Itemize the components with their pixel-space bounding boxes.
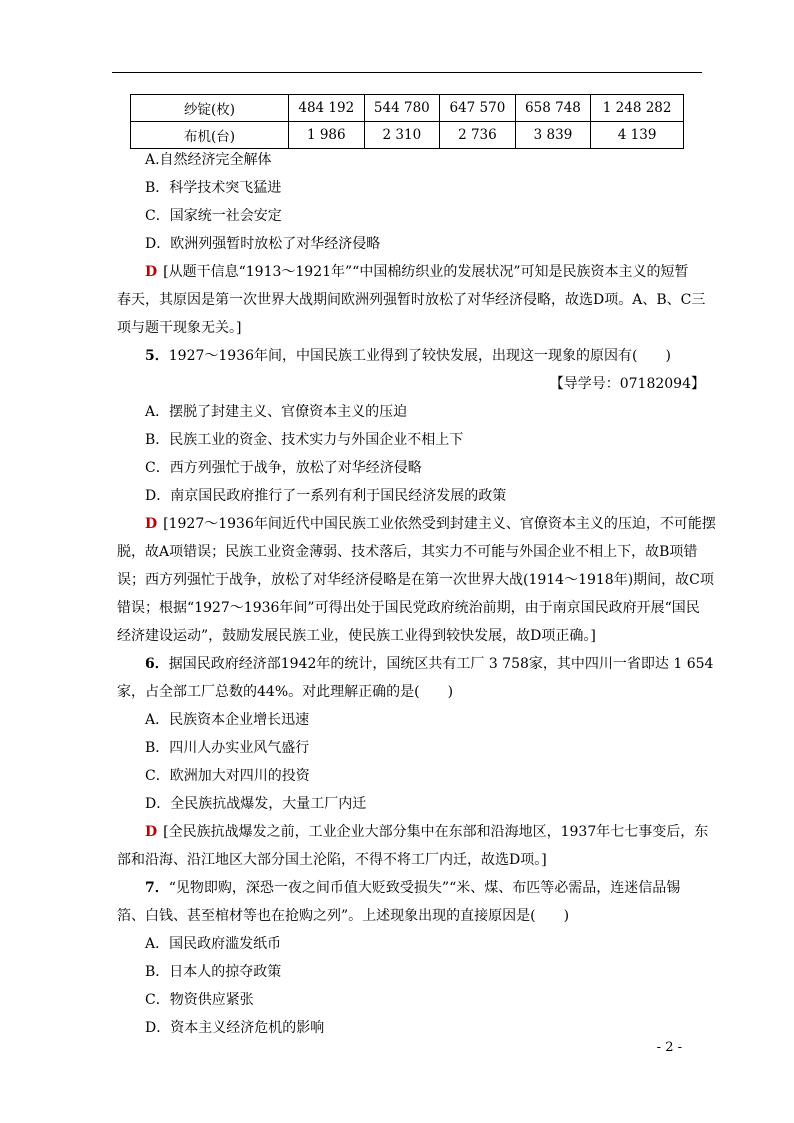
q4-explanation-line: D [从题干信息“1913～1921年”“中国棉纺织业的发展状况”可知是民族资本主义的短暂 — [145, 264, 689, 280]
table-cell: 1 248 282 — [591, 95, 684, 122]
q7-option-b: B．日本人的掠夺政策 — [145, 964, 282, 980]
q4-option-c: C．国家统一社会安定 — [145, 208, 282, 224]
table-cell: 484 192 — [289, 95, 365, 122]
row-label: 布机(台) — [131, 122, 289, 149]
q6-answer: D — [145, 824, 158, 840]
q5-explanation-line: D [1927～1936年间近代中国民族工业依然受到封建主义、官僚资本主义的压迫，不可能摆 — [145, 516, 716, 532]
header-rule — [112, 72, 702, 73]
table-cell: 647 570 — [440, 95, 516, 122]
table-cell: 1 986 — [289, 122, 365, 149]
q4-option-a: A.自然经济完全解体 — [145, 152, 272, 168]
table-cell: 2 736 — [440, 122, 516, 149]
q4-explanation-line: 项与题干现象无关。] — [117, 320, 242, 336]
q7-option-a: A．国民政府滥发纸币 — [145, 936, 282, 952]
q6-option-a: A．民族资本企业增长迅速 — [145, 712, 310, 728]
q7-number: 7． — [145, 880, 169, 896]
q4-option-d: D．欧洲列强暂时放松了对华经济侵略 — [145, 236, 381, 252]
q6-stem: 6．据国民政府经济部1942年的统计，国统区共有工厂 3 758家，其中四川一省即达 1 654 — [145, 656, 714, 672]
q5-option-d: D．南京国民政府推行了一系列有利于国民经济发展的政策 — [145, 488, 507, 504]
q6-option-b: B．四川人办实业风气盛行 — [145, 740, 310, 756]
table-cell: 2 310 — [364, 122, 440, 149]
q5-option-b: B．民族工业的资金、技术实力与外国企业不相上下 — [145, 432, 464, 448]
q5-stem: 5．1927～1936年间，中国民族工业得到了较快发展，出现这一现象的原因有( ) — [145, 348, 671, 364]
q6-explanation-line: 部和沿海、沿江地区大部分国土沦陷，不得不将工厂内迁，故选D项。] — [117, 852, 547, 868]
q7-stem-line: 箔、白钱、甚至棺材等也在抢购之列”。上述现象出现的直接原因是( ) — [117, 908, 570, 924]
q4-answer: D — [145, 264, 158, 280]
page-content — [117, 146, 716, 1042]
page-number: - 2 - — [656, 1040, 682, 1055]
q5-answer: D — [145, 516, 158, 532]
q6-number: 6． — [145, 656, 169, 672]
q5-option-c: C．西方列强忙于战争，放松了对华经济侵略 — [145, 460, 422, 476]
q6-stem-line: 家，占全部工厂总数的44%。对此理解正确的是( ) — [117, 684, 454, 700]
q5-option-a: A．摆脱了封建主义、官僚资本主义的压迫 — [145, 404, 408, 420]
data-table — [130, 94, 684, 149]
q7-option-d: D．资本主义经济危机的影响 — [145, 1020, 325, 1036]
table-cell: 3 839 — [515, 122, 591, 149]
q5-explanation-line: 误；西方列强忙于战争，放松了对华经济侵略是在第一次世界大战(1914～1918年)期间，故C项 — [117, 572, 714, 588]
table-row — [131, 122, 684, 149]
q4-explanation-line: 春天，其原因是第一次世界大战期间欧洲列强暂时放松了对华经济侵略，故选D项。A、B、C三 — [117, 292, 706, 308]
q4-option-b: B．科学技术突飞猛进 — [145, 180, 282, 196]
q5-explanation-line: 经济建设运动”，鼓励发展民族工业，使民族工业得到较快发展，故D项正确。] — [117, 628, 596, 644]
q6-option-c: C．欧洲加大对四川的投资 — [145, 768, 310, 784]
table-row — [131, 95, 684, 122]
q7-stem: 7．“见物即购，深恐一夜之间币值大贬致受损失”“米、煤、布匹等必需品，连迷信品锡 — [145, 880, 681, 896]
table-cell: 544 780 — [364, 95, 440, 122]
q5-explanation-line: 错误；根据“1927～1936年间”可得出处于国民党政府统治前期，由于南京国民政府开展“国民 — [117, 600, 700, 616]
q5-number: 5． — [145, 348, 169, 364]
q6-explanation-line: D [全民族抗战爆发之前，工业企业大部分集中在东部和沿海地区，1937年七七事变后，东 — [145, 824, 709, 840]
table-cell: 658 748 — [515, 95, 591, 122]
table-cell: 4 139 — [591, 122, 684, 149]
q5-explanation-line: 脱，故A项错误；民族工业资金薄弱、技术落后，其实力不可能与外国企业不相上下，故B项错 — [117, 544, 698, 560]
q5-guide-number: 【导学号：07182094】 — [549, 376, 705, 392]
q7-option-c: C．物资供应紧张 — [145, 992, 254, 1008]
row-label: 纱锭(枚) — [131, 95, 289, 122]
q6-option-d: D．全民族抗战爆发，大量工厂内迁 — [145, 796, 367, 812]
